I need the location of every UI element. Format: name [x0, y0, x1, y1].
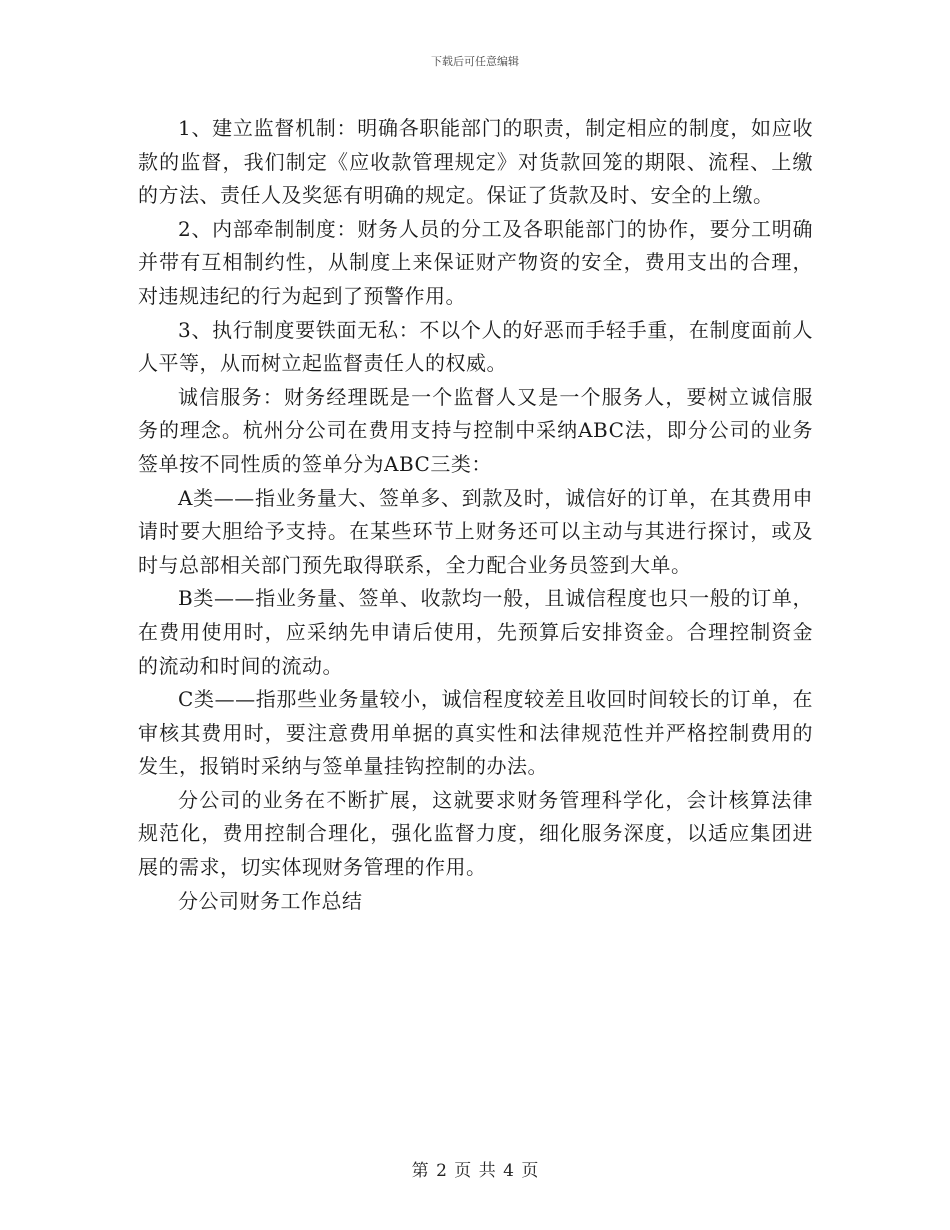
paragraph-class-a: A类——指业务量大、签单多、到款及时，诚信好的订单，在其费用申请时要大胆给予支持。在某些环节上财务还可以主动与其进行探讨，或及时与总部相关部门预先取得联系，全力配合业务员签到大单。	[138, 485, 813, 577]
page-number-footer: 第 2 页 共 4 页	[411, 1161, 539, 1181]
paragraph-integrity-service: 诚信服务：财务经理既是一个监督人又是一个服务人，要树立诚信服务的理念。杭州分公司在费用支持与控制中采纳ABC法，即分公司的业务签单按不同性质的签单分为ABC三类：	[138, 384, 813, 476]
paragraph-class-c: C类——指那些业务量较小，诚信程度较差且收回时间较长的订单，在审核其费用时，要注意费用单据的真实性和法律规范性并严格控制费用的发生，报销时采纳与签单量挂钩控制的办法。	[138, 687, 813, 779]
document-body	[138, 112, 813, 918]
paragraph-strict-enforcement: 3、执行制度要铁面无私：不以个人的好恶而手轻手重，在制度面前人人平等，从而树立起监督责任人的权威。	[138, 317, 813, 376]
paragraph-section-title: 分公司财务工作总结	[178, 888, 363, 913]
paragraph-class-b: B类——指业务量、签单、收款均一般，且诚信程度也只一般的订单，在费用使用时，应采纳先申请后使用，先预算后安排资金。合理控制资金的流动和时间的流动。	[138, 586, 813, 678]
paragraph-supervision-mechanism: 1、建立监督机制：明确各职能部门的职责，制定相应的制度，如应收款的监督，我们制定《应收款管理规定》对货款回笼的期限、流程、上缴的方法、责任人及奖惩有明确的规定。保证了货款及时、安全的上缴。	[138, 116, 813, 208]
paragraph-business-expansion: 分公司的业务在不断扩展，这就要求财务管理科学化，会计核算法律规范化，费用控制合理化，强化监督力度，细化服务深度，以适应集团进展的需求，切实体现财务管理的作用。	[138, 787, 813, 880]
header-note: 下载后可任意编辑	[431, 55, 519, 68]
paragraph-internal-control: 2、内部牵制制度：财务人员的分工及各职能部门的协作，要分工明确并带有互相制约性，从制度上来保证财产物资的安全，费用支出的合理，对违规违纪的行为起到了预警作用。	[138, 216, 813, 308]
